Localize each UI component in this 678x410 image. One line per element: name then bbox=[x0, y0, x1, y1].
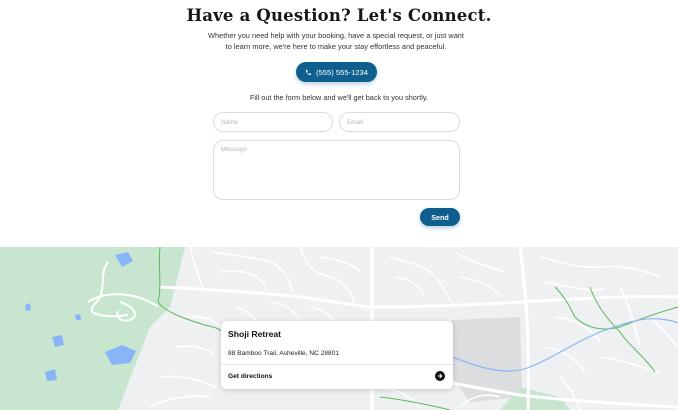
pond bbox=[75, 314, 81, 320]
email-input[interactable] bbox=[339, 112, 460, 132]
name-input[interactable] bbox=[213, 112, 333, 132]
map[interactable] bbox=[0, 247, 678, 410]
message-textarea[interactable] bbox=[213, 140, 460, 200]
phone-label: (555) 555-1234 bbox=[316, 67, 368, 77]
get-directions-link[interactable]: Get directions bbox=[228, 373, 273, 380]
arrow-right-circle-icon[interactable] bbox=[435, 371, 445, 381]
phone-icon bbox=[305, 69, 312, 76]
location-title: Shoji Retreat bbox=[228, 329, 282, 339]
page-title: Have a Question? Let's Connect. bbox=[186, 6, 492, 25]
send-button[interactable]: Send bbox=[420, 208, 460, 226]
location-card bbox=[221, 321, 453, 389]
location-address: 88 Bamboo Trail, Asheville, NC 28801 bbox=[228, 350, 340, 357]
card-divider bbox=[221, 364, 453, 365]
phone-button[interactable] bbox=[296, 62, 377, 82]
intro-text: Whether you need help with your booking, have a special request, or just want to learn more, we're here to make your stay effortless and peaceful. bbox=[208, 31, 464, 51]
form-note: Fill out the form below and we'll get back to you shortly. bbox=[249, 93, 429, 102]
